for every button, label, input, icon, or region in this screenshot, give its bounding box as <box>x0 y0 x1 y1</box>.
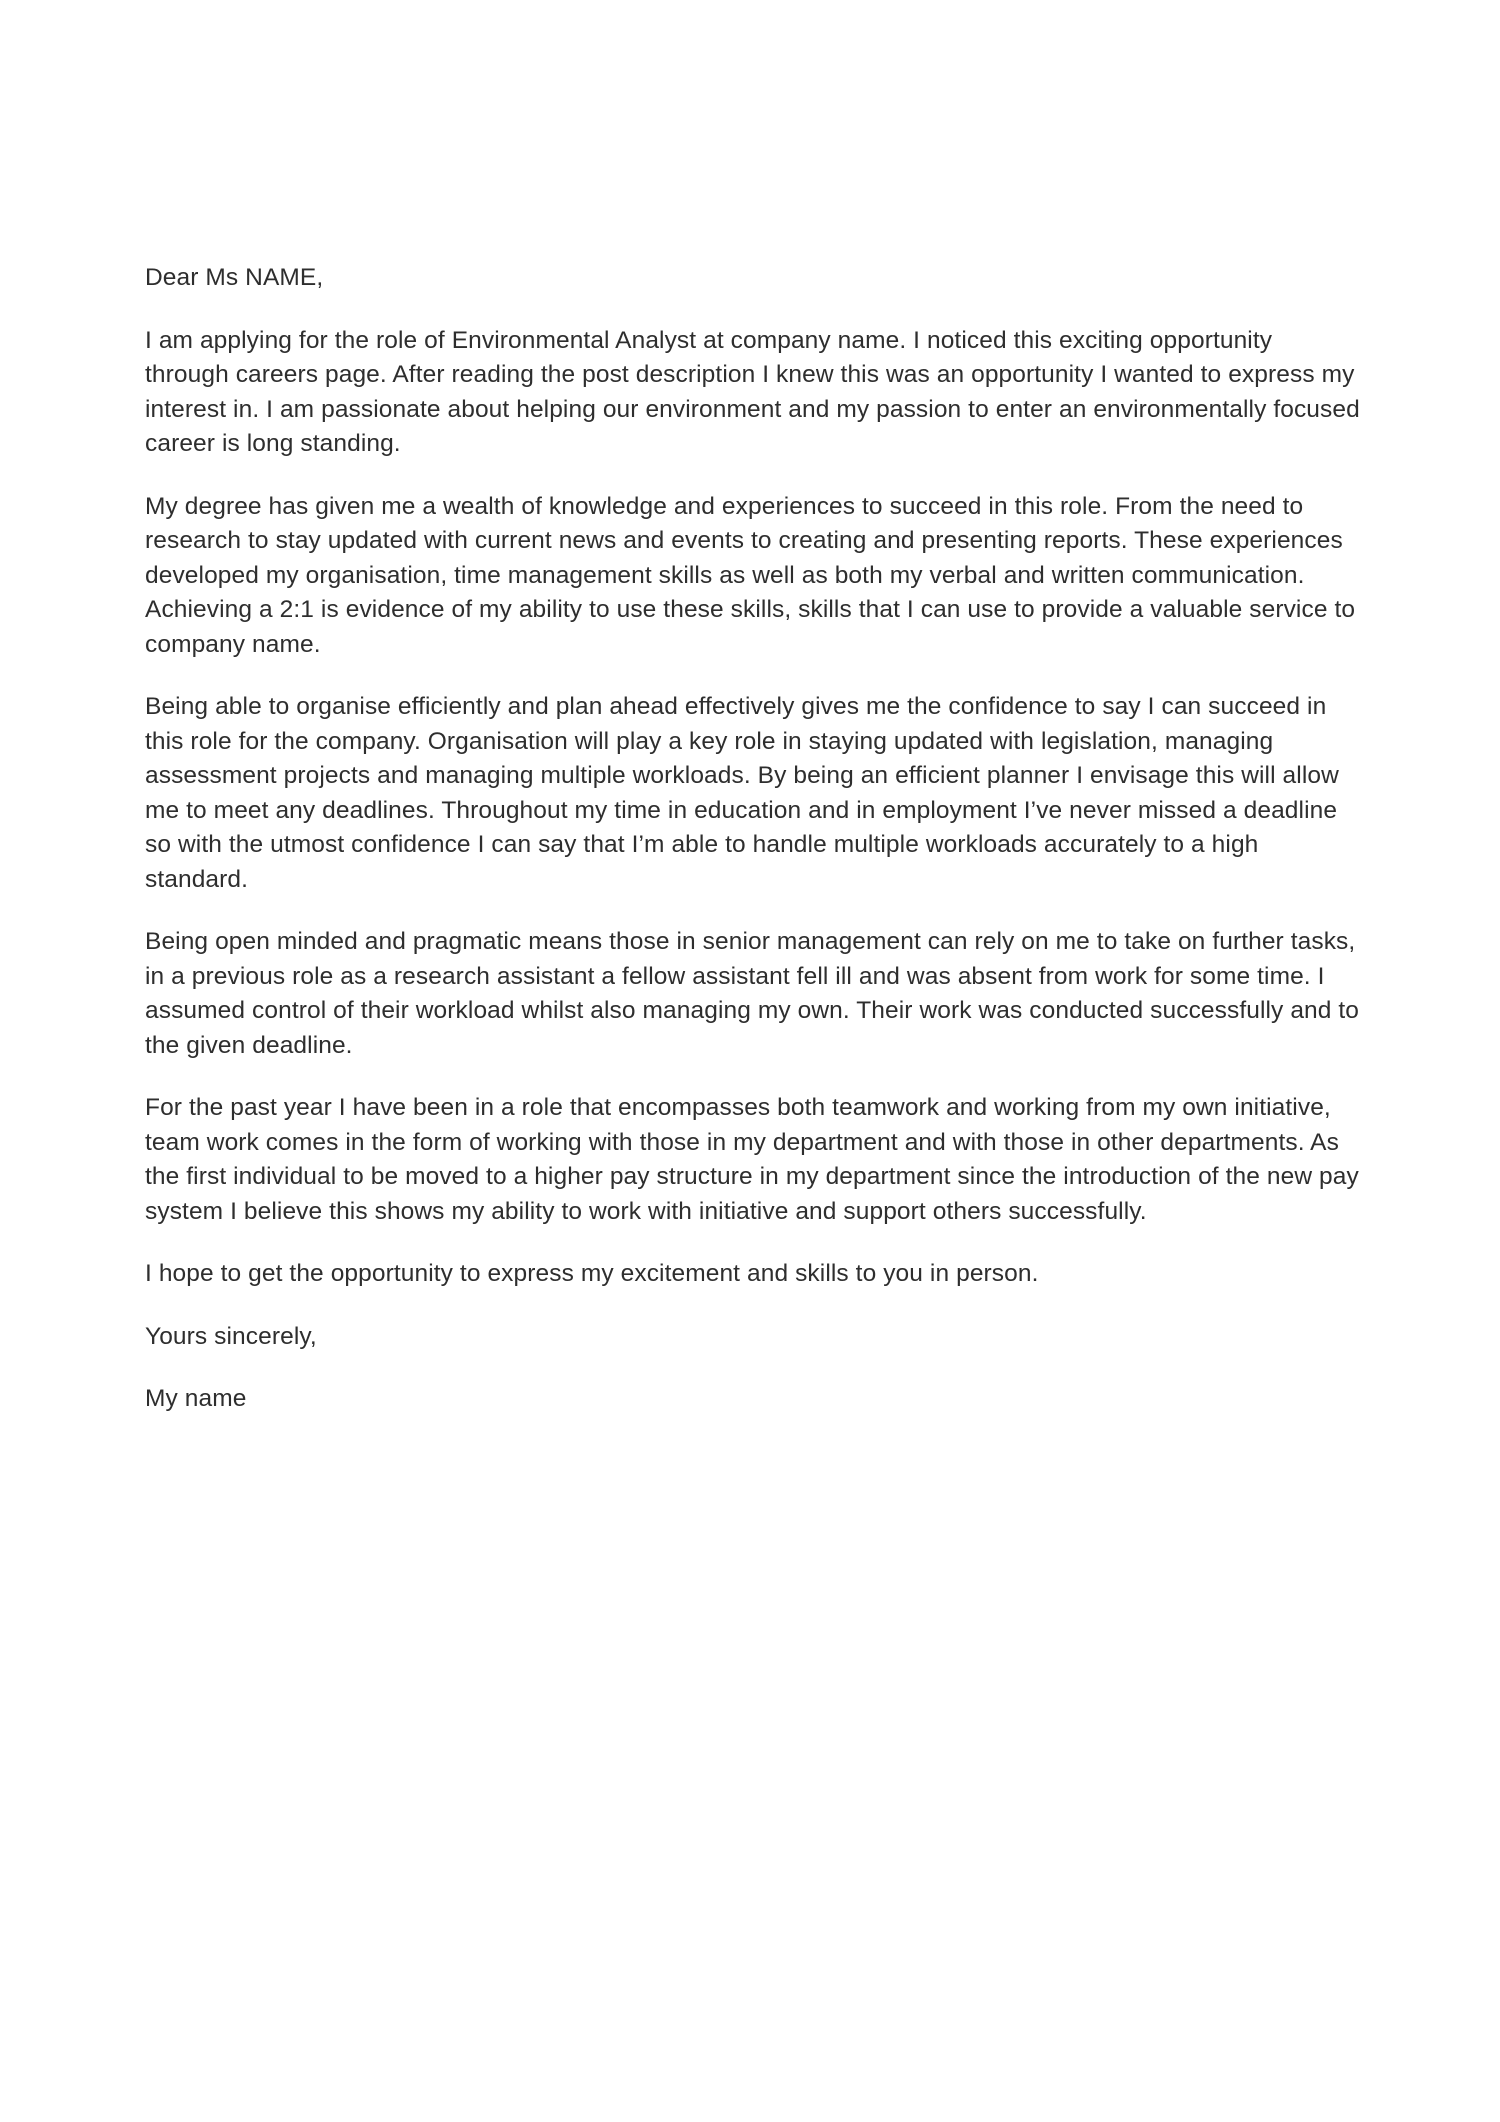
body-paragraph-4: Being open minded and pragmatic means those in senior management can rely on me to take on further tasks, in a previous role as a research assistant a fellow assistant fell ill and was absent from work for some time. I assumed control of their workload whilst also managing my own. Their work was conducted successfully and to the given deadline. <box>145 928 1360 1059</box>
signature: My name <box>145 1385 247 1412</box>
body-paragraph-1: I am applying for the role of Environmental Analyst at company name. I noticed this exciting opportunity through careers page. After reading the post description I knew this was an opportunity I wanted to express my interest in. I am passionate about helping our environment and my passion to enter an environmentally focused career is long standing. <box>145 326 1360 457</box>
closing-line: I hope to get the opportunity to express my excitement and skills to you in person. <box>145 1260 1039 1287</box>
greeting: Dear Ms NAME, <box>145 264 324 291</box>
sign-off: Yours sincerely, <box>145 1322 317 1350</box>
letter-body <box>145 261 1360 1445</box>
body-paragraph-5: For the past year I have been in a role that encompasses both teamwork and working from my own initiative, team work comes in the form of working with those in my department and with those in other departments. As the first individual to be moved to a higher pay structure in my department since the introduction of the new pay system I believe this shows my ability to work with initiative and support others successfully. <box>145 1094 1359 1225</box>
body-paragraph-3: Being able to organise efficiently and plan ahead effectively gives me the confidence to say I can succeed in this role for the company. Organisation will play a key role in staying updated with legislation, managing assessment projects and managing multiple workloads. By being an efficient planner I envisage this will allow me to meet any deadlines. Throughout my time in education and in employment I’ve never missed a deadline so with the utmost confidence I can say that I’m able to handle multiple workloads accurately to a high standard. <box>145 693 1339 893</box>
body-paragraph-2: My degree has given me a wealth of knowledge and experiences to succeed in this role. From the need to research to stay updated with current news and events to creating and presenting reports. These experiences developed my organisation, time management skills as well as both my verbal and written communication. Achieving a 2:1 is evidence of my ability to use these skills, skills that I can use to provide a valuable service to company name. <box>145 492 1356 658</box>
